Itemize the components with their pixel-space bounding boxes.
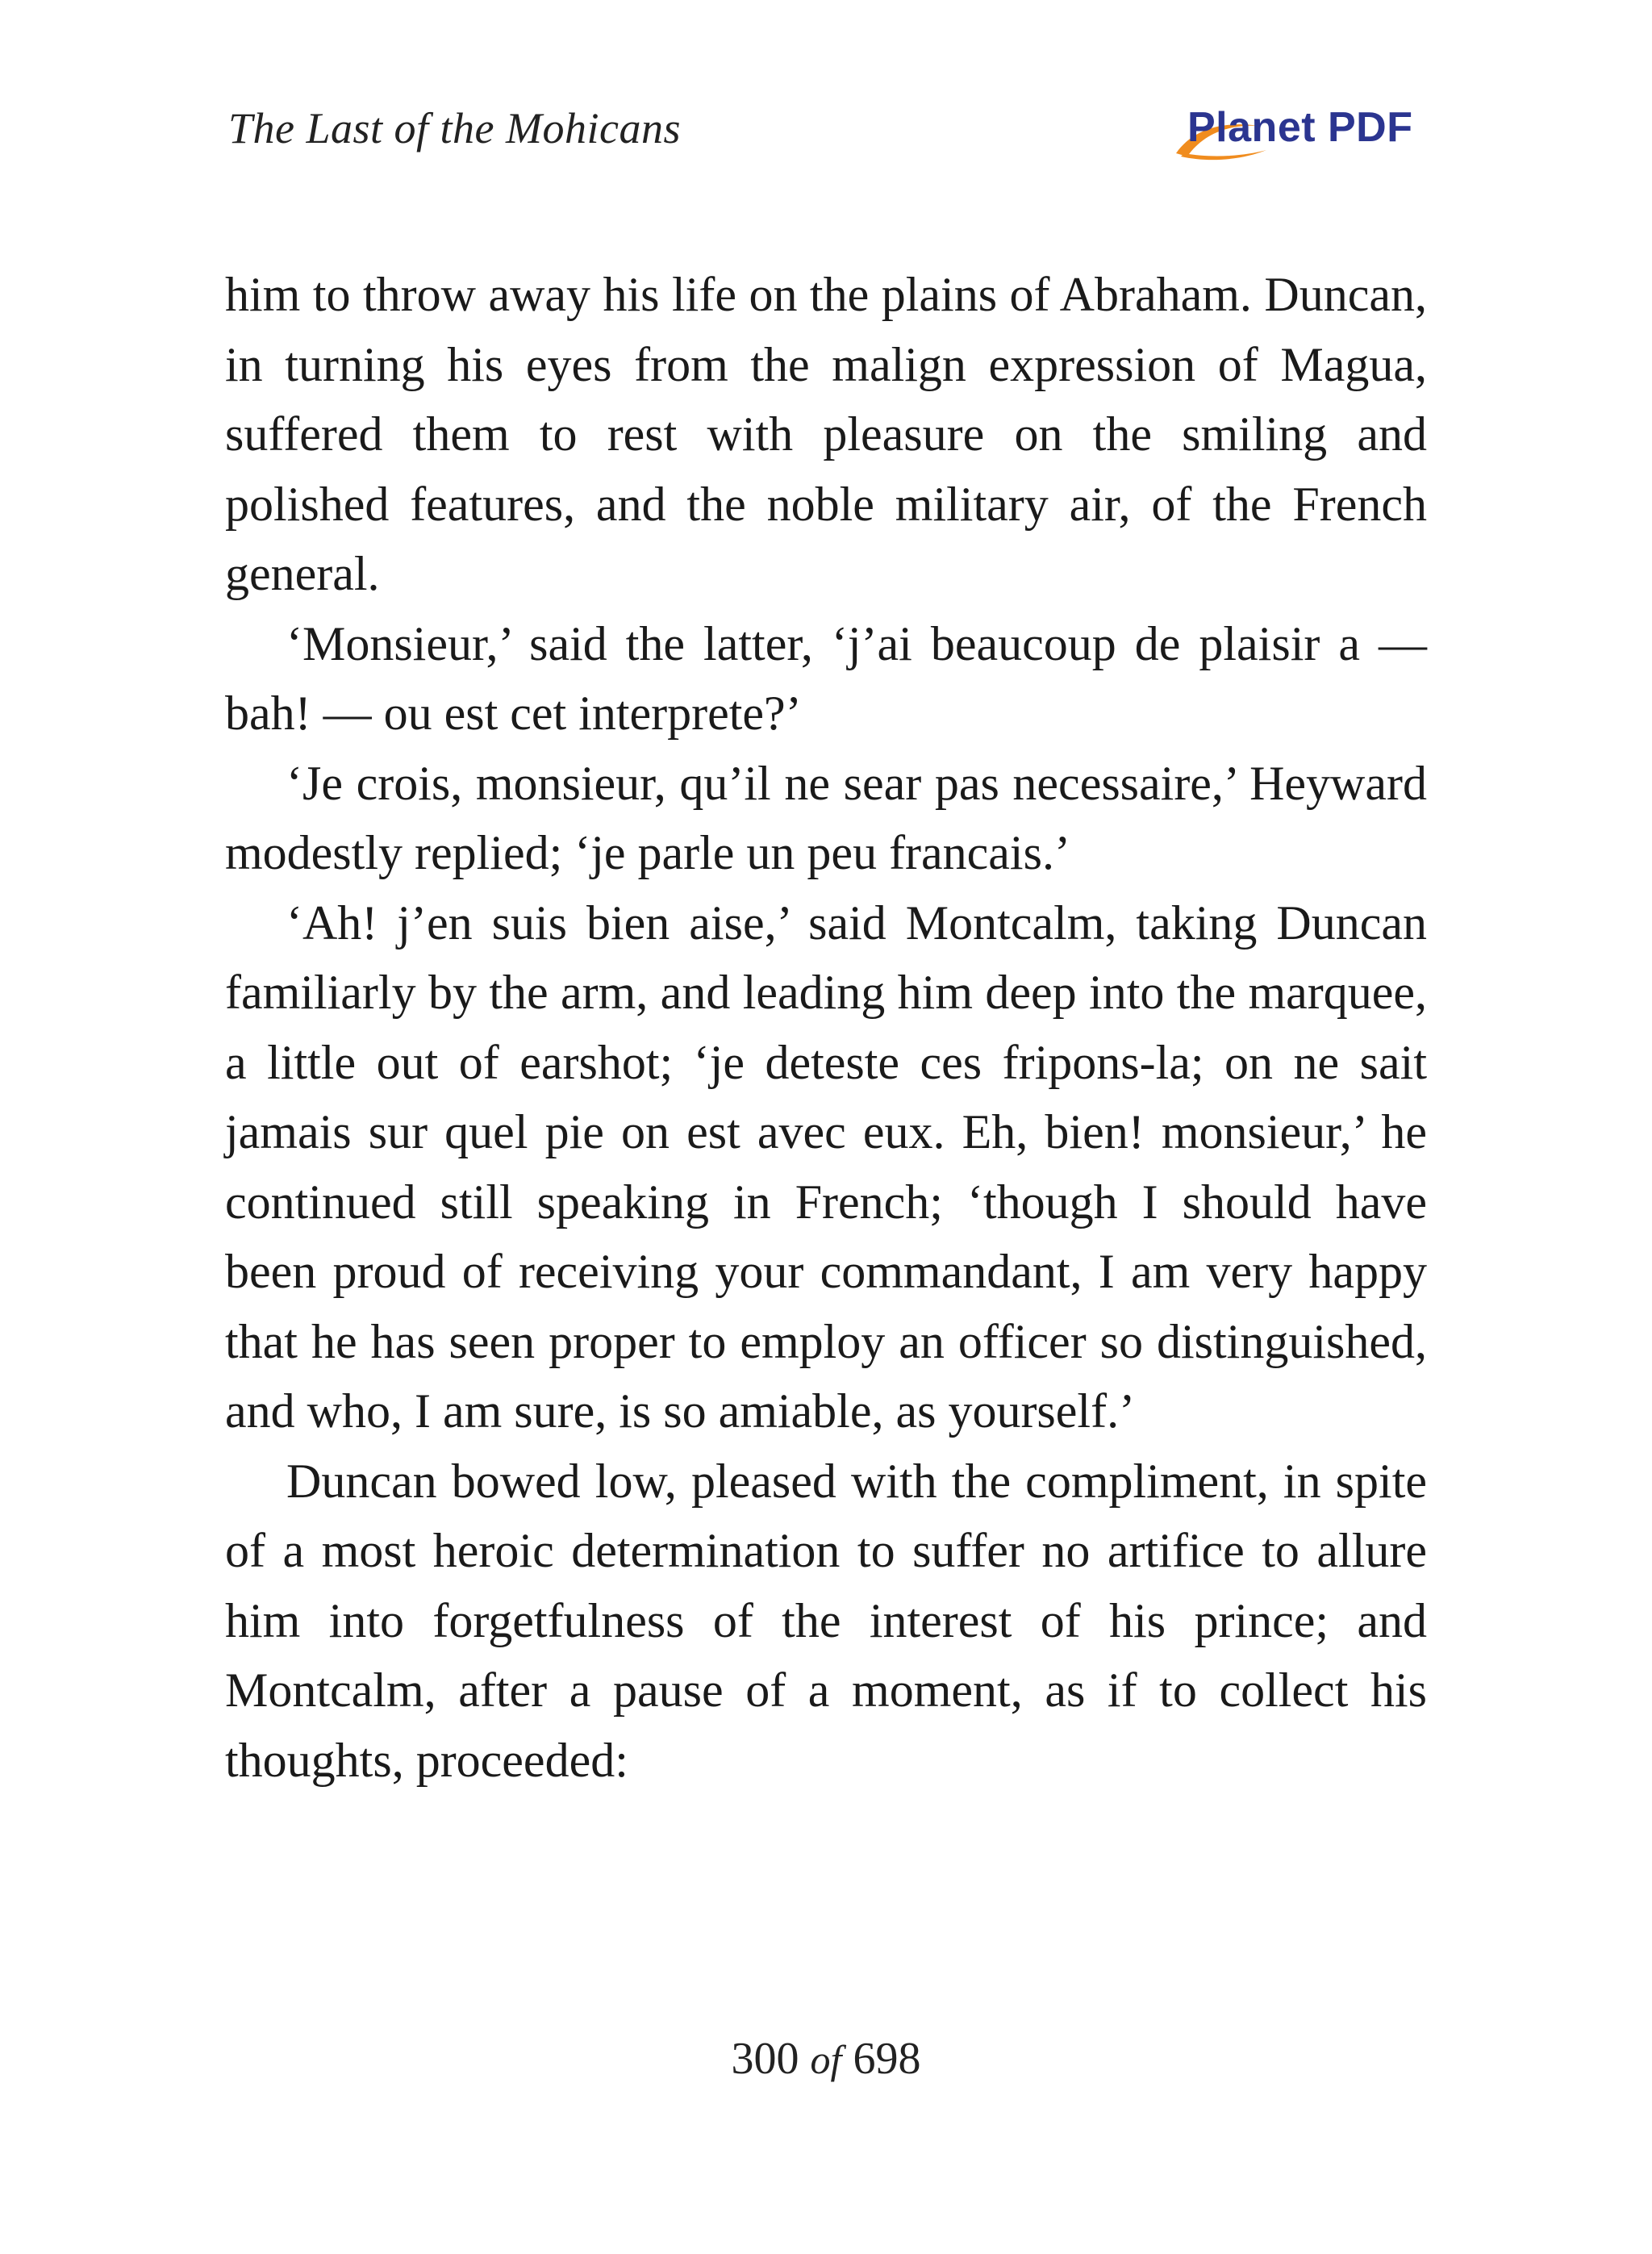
current-page: 300: [731, 2034, 799, 2084]
logo-text: Planet PDF: [1187, 104, 1413, 151]
book-title: The Last of the Mohicans: [228, 104, 681, 152]
planet-pdf-logo: [1170, 103, 1428, 168]
paragraph: Duncan bowed low, pleased with the compliment, in spite of a most heroic determination to suffer no artifice to allure him into forgetfulness of the interest of his prince; and Montcalm, after a pause of a moment, as if to collect his thoughts, proceeded:: [225, 1454, 1427, 1787]
page-number: [0, 2033, 1652, 2085]
paragraph: ‘Ah! j’en suis bien aise,’ said Montcalm, taking Duncan familiarly by the arm, and leading him deep into the marquee, a little out of earshot; ‘je deteste ces fripons-la; on ne sait jamais sur quel pie on est avec eux. Eh, bien! monsieur,’ he continued still speaking in French; ‘though I should have been proud of receiving your commandant, I am very happy that he has seen proper to employ an officer so distinguished, and who, I am sure, is so amiable, as yourself.’: [225, 895, 1427, 1438]
total-pages: 698: [853, 2034, 921, 2084]
of-label: of: [810, 2037, 842, 2082]
paragraph: ‘Monsieur,’ said the latter, ‘j’ai beaucoup de plaisir a — bah! — ou est cet interprete?’: [225, 616, 1427, 740]
paragraph: ‘Je crois, monsieur, qu’il ne sear pas necessaire,’ Heyward modestly replied; ‘je parle un peu francais.’: [225, 756, 1427, 879]
body-text: [225, 260, 1427, 1795]
paragraph: him to throw away his life on the plains of Abraham. Duncan, in turning his eyes from the malign expression of Magua, suffered them to rest with pleasure on the smiling and polished features, and the noble military air, of the French general.: [225, 268, 1427, 600]
